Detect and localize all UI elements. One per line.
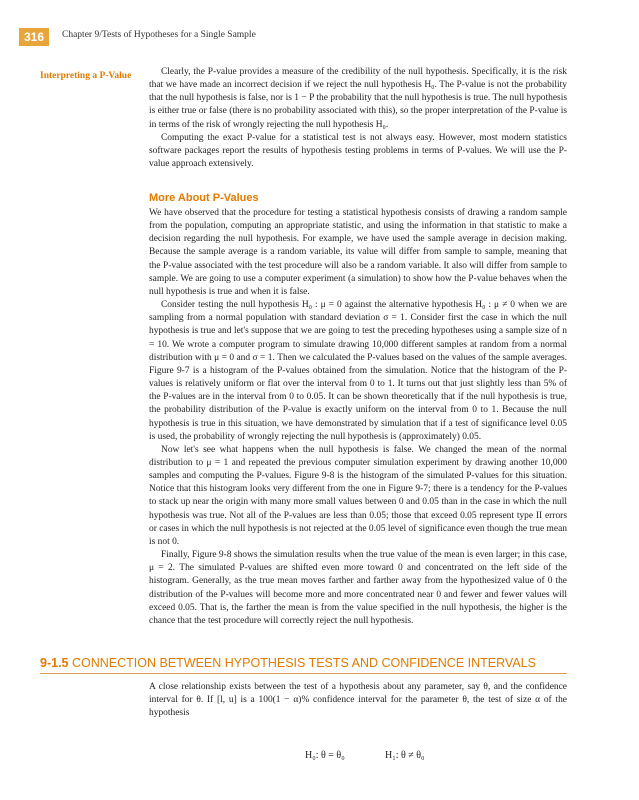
page-header	[0, 28, 639, 46]
margin-note: Interpreting a P-Value	[40, 71, 132, 81]
section-paragraph-1: We have observed that the procedure for testing a statistical hypothesis consists of drawing a random sample from the population, computing an appropriate statistic, and using the information in that statistic to make a decision regarding the null hypothesis. For example, we have used the sample average in decision making. Because the sample average is a random variable, its value will differ from sample to sample, meaning that the P-value associated with the test procedure will also be a random variable. It also will differ from sample to sample. We are going to use a computer experiment (a simulation) to show how the P-value behaves when the null hypothesis is true and when it is false.	[149, 208, 567, 297]
subsection-title: CONNECTION BETWEEN HYPOTHESIS TESTS AND CONFIDENCE INTERVALS	[71, 656, 536, 670]
subsection-heading	[40, 656, 567, 674]
subsection-number: 9-1.5	[40, 656, 69, 670]
equation-h1: H₁: θ ≠ θ₀	[385, 750, 425, 761]
intro-paragraph-1: Clearly, the P-value provides a measure of the credibility of the null hypothesis. Specifically, it is the risk that we have made an incorrect decision if we reject the null hypothesis H₀. The P-value is not the probability that the null hypothesis is false, nor is 1 − P the probability that the null hypothesis is true. The null hypothesis is either true or false (there is no probability associated with this), so the proper interpretation of the P-value is in terms of the risk of wrongly rejecting the null hypothesis H₀.	[149, 67, 567, 130]
running-head: Chapter 9/Tests of Hypotheses for a Single Sample	[62, 30, 256, 40]
equation-h0: H₀: θ = θ₀	[305, 750, 345, 761]
subsection-text	[149, 681, 567, 720]
subsection-paragraph: A close relationship exists between the test of a hypothesis about any parameter, say θ, and the confidence interval for θ. If [l, u] is a 100(1 − α)% confidence interval for the parameter θ, the test of size α of the hypothesis	[149, 682, 567, 719]
section-paragraph-3: Now let's see what happens when the null hypothesis is false. We changed the mean of the normal distribution to μ = 1 and repeated the previous computer simulation experiment by drawing another 10,000 samples and computing the P-values. Figure 9-8 is the histogram of the simulated P-values for this situation. Notice that this histogram looks very different from the one in Figure 9-7; there is a tendency for the P-values to stack up near the origin with many more small values between 0 and 0.05 than in the case in which the null hypothesis was true. Not all of the P-values are less than 0.05; those that exceed 0.05 represent type II errors or cases in which the null hypothesis is not rejected at the 0.05 level of significance even though the true mean is not 0.	[149, 444, 567, 547]
section-paragraph-2: Consider testing the null hypothesis H₀ : μ = 0 against the alternative hypothesis H₀ : μ ≠ 0 when we are sampling from a normal population with standard deviation σ = 1. Consider first the case in which the null hypothesis is true and let's suppose that we are going to test the preceding hypotheses using a sample size of n = 10. We wrote a computer program to simulate drawing 10,000 different samples at random from a normal distribution with μ = 0 and σ = 1. Then we calculated the P-values based on the values of the sample averages. Figure 9-7 is a histogram of the P-values obtained from the simulation. Notice that the histogram of the P-values is relatively uniform or flat over the interval from 0 to 1. It turns out that just slightly less than 5% of the P-values are in the interval from 0 to 0.05. It can be shown theoretically that if the null hypothesis is true, the probability distribution of the P-value is exactly uniform on the interval from 0 to 1. Because the null hypothesis is true in this situation, we have demonstrated by simulation that if a test of significance level 0.05 is used, the probability of wrongly rejecting the null hypothesis is (approximately) 0.05.	[149, 300, 567, 442]
page-number: 316	[19, 28, 49, 46]
section-paragraph-4: Finally, Figure 9-8 shows the simulation results when the true value of the mean is even larger; in this case, μ = 2. The simulated P-values are shifted even more toward 0 and concentrated on the left side of the histogram. Generally, as the true mean moves farther and farther away from the hypothesized value of 0 the distribution of the P-values will become more and more concentrated near 0 and fewer and fewer values will exceed 0.05. That is, the farther the mean is from the value specified in the null hypothesis, the higher is the chance that the test procedure will correctly reject the null hypothesis.	[149, 550, 567, 626]
section-heading: More About P-Values	[149, 192, 259, 204]
intro-text	[149, 66, 567, 171]
intro-paragraph-2: Computing the exact P-value for a statistical test is not always easy. However, most modern statistics software packages report the results of hypothesis testing problems in terms of P-values. We will use the P-value approach extensively.	[149, 132, 567, 170]
section-text	[149, 207, 567, 628]
